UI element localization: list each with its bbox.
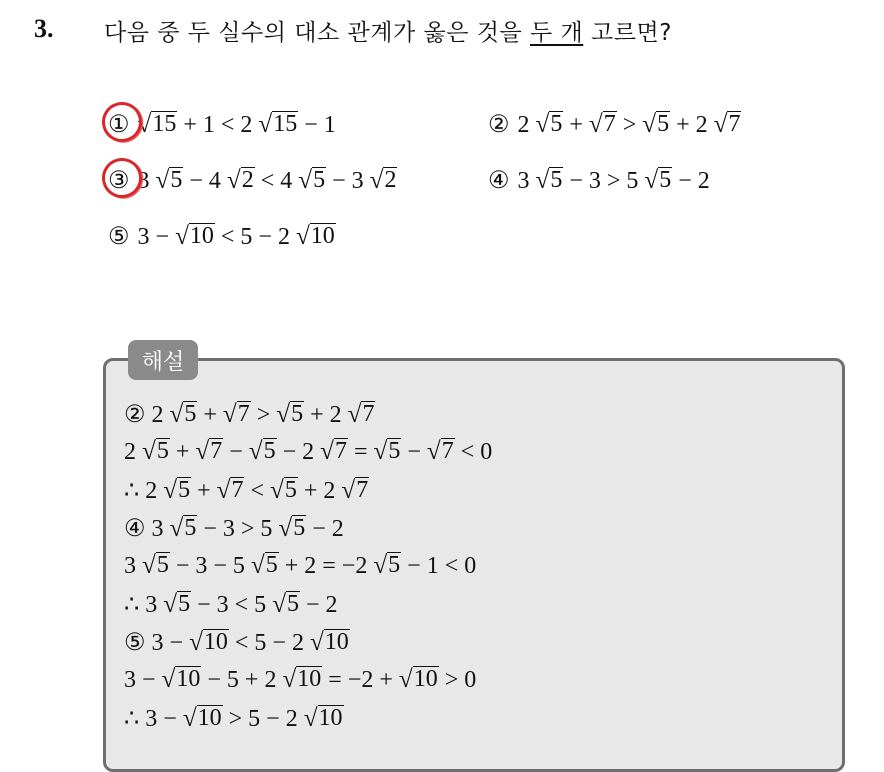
radical-sign: √ [142,552,156,579]
radicand: 2 [241,167,254,193]
math-text: + [197,402,223,428]
radical-sign: √ [250,552,265,579]
radical-sign: √ [216,477,231,504]
radicand: 5 [284,477,297,503]
math-text: − 2 [672,168,710,194]
radicand: 15 [152,111,177,137]
radicand: 10 [203,629,228,655]
radicand: 10 [176,666,201,692]
radical-sign: √ [303,705,318,732]
radicand: 7 [334,438,347,464]
radicand: 5 [291,401,304,427]
radical-sign: √ [295,223,310,250]
math-text: 3 [124,553,142,579]
sqrt-expression [589,111,617,139]
sqrt-expression [341,477,369,505]
radical-sign: √ [189,629,203,656]
radical-sign: √ [163,591,178,618]
sqrt-expression [189,629,229,657]
solution-line-5 [124,552,476,580]
radicand: 5 [659,167,672,193]
radicand: 5 [178,477,191,503]
radicand: 5 [265,552,278,578]
choice-5[interactable] [108,222,336,251]
radical-sign: √ [320,438,334,465]
math-text: > [250,402,277,428]
sqrt-expression [163,477,191,505]
sqrt-expression [163,591,191,619]
radical-sign: √ [642,111,657,138]
radicand: 5 [313,167,326,193]
math-text: ⑤ 3 − [124,630,190,656]
math-text: > [616,112,643,138]
choice-number: ② [488,112,510,138]
radical-sign: √ [535,167,550,194]
radicand: 5 [550,111,563,137]
radical-sign: √ [309,629,324,656]
math-text: > 5 − 2 [222,706,304,732]
sqrt-expression [156,167,184,195]
radicand: 7 [210,438,223,464]
radicand: 10 [297,666,322,692]
radical-sign: √ [426,438,441,465]
radicand: 5 [184,401,197,427]
solution-line-7 [124,628,350,657]
sqrt-expression [258,111,298,139]
math-text: − 3 − 5 [169,553,251,579]
math-text: 2 [517,112,536,138]
sqrt-expression [374,438,402,466]
radical-sign: √ [169,401,184,428]
math-text: − 3 [326,168,370,194]
math-text: + [191,478,217,504]
math-text: 3 [517,168,536,194]
radicand: 2 [384,167,397,193]
math-text: 2 [124,439,142,465]
sqrt-expression [162,666,202,694]
radicand: 5 [263,438,276,464]
radical-sign: √ [341,477,356,504]
math-text: − 1 < 0 [401,553,477,579]
math-text: − 5 + 2 [201,667,283,693]
math-text: + 2 [304,402,348,428]
sqrt-expression [251,552,279,580]
sqrt-expression [276,401,304,429]
radical-sign: √ [161,666,176,693]
radicand: 15 [273,111,298,137]
choice-number: ③ [108,168,130,194]
sqrt-expression [195,438,223,466]
solution-line-8 [124,666,476,694]
radicand: 5 [156,438,169,464]
radical-sign: √ [298,167,313,194]
sqrt-expression [272,591,300,619]
math-text: − 4 [183,168,227,194]
radicand: 5 [550,167,563,193]
choice-number: ④ [488,168,510,194]
math-text: − 2 [300,592,338,618]
math-text: + 2 [670,112,714,138]
math-text: − 2 [276,439,321,465]
radicand: 10 [310,223,335,249]
radicand: 5 [287,591,300,617]
radical-sign: √ [644,167,659,194]
choice-number: ⑤ [108,224,130,250]
radicand: 7 [356,477,369,503]
math-text: − 3 < 5 [191,592,273,618]
math-text: ② 2 [124,402,170,428]
math-text: < 4 [254,168,299,194]
radicand: 5 [388,438,401,464]
radical-sign: √ [182,705,197,732]
radicand: 5 [178,591,191,617]
sqrt-expression [170,401,198,429]
sqrt-expression [642,111,670,139]
radicand: 7 [441,438,454,464]
sqrt-expression [270,477,298,505]
math-text: − 3 > 5 [563,168,645,194]
radical-sign: √ [373,438,388,465]
sqrt-expression [348,401,376,429]
radicand: 10 [324,629,349,655]
sqrt-expression [536,167,564,195]
solution-line-1 [124,400,375,429]
choice-3[interactable] [108,166,397,195]
radical-sign: √ [169,515,184,542]
choice-1[interactable] [108,110,336,139]
math-text: ∴ 2 [124,478,164,504]
question-text [104,14,672,47]
radicand: 7 [231,477,244,503]
radicand: 7 [728,111,741,137]
sqrt-expression [183,705,223,733]
math-text: + [169,439,196,465]
radical-sign: √ [588,111,603,138]
radicand: 5 [184,515,197,541]
sqrt-expression [399,666,439,694]
radical-sign: √ [226,167,241,194]
radical-sign: √ [137,111,152,138]
solution-line-3 [124,476,369,505]
radicand: 10 [197,705,222,731]
math-text: − [401,439,427,465]
math-text: = −2 + [322,667,399,693]
math-text: − 3 > 5 [197,516,279,542]
sqrt-expression [427,438,455,466]
sqrt-expression [373,552,401,580]
radical-sign: √ [398,666,413,693]
radical-sign: √ [163,477,178,504]
math-text: < [244,478,271,504]
radical-sign: √ [155,167,170,194]
sqrt-expression [170,515,198,543]
sqrt-expression [714,111,742,139]
radical-sign: √ [272,591,287,618]
choice-4[interactable] [488,166,710,195]
math-text: + [563,112,589,138]
radicand: 5 [293,515,306,541]
radical-sign: √ [258,111,273,138]
math-text: − 1 [298,112,336,138]
solution-line-2 [124,438,492,466]
radicand: 5 [170,167,183,193]
radical-sign: √ [278,515,293,542]
solution-label: 해설 [128,340,198,380]
math-text: > 0 [438,667,477,693]
radical-sign: √ [175,223,189,250]
sqrt-expression [223,401,251,429]
radicand: 5 [657,111,670,137]
question-text-before: 다음 중 두 실수의 대소 관계가 옳은 것을 [104,20,530,46]
solution-line-4 [124,514,344,543]
sqrt-expression [644,167,672,195]
radical-sign: √ [373,552,388,579]
question-text-underlined: 두 개 [529,20,584,46]
sqrt-expression [320,438,348,466]
sqrt-expression [142,438,170,466]
radicand: 7 [237,401,250,427]
math-text: < 5 − 2 [214,224,296,250]
math-text: < 0 [454,439,493,465]
radical-sign: √ [142,438,156,465]
radicand: 7 [603,111,616,137]
radicand: 10 [318,705,343,731]
math-text: + 2 [297,478,342,504]
question-text-after: 고르면? [583,20,672,46]
sqrt-expression [278,515,306,543]
radical-sign: √ [222,401,237,428]
math-text: 3 − [124,667,162,693]
math-text: − [223,439,249,465]
sqrt-expression [304,705,344,733]
math-text: < 5 − 2 [228,630,310,656]
sqrt-expression [536,111,564,139]
math-text: ④ 3 [124,516,170,542]
radicand: 10 [413,666,438,692]
sqrt-expression [249,438,277,466]
math-text: 3 [137,168,156,194]
math-text: − 2 [306,516,344,542]
radical-sign: √ [535,111,550,138]
radical-sign: √ [248,438,263,465]
sqrt-expression [310,629,350,657]
solution-line-6 [124,590,338,619]
sqrt-expression [138,111,178,139]
math-text: = [347,439,374,465]
radical-sign: √ [713,111,728,138]
radical-sign: √ [282,666,297,693]
radical-sign: √ [195,438,210,465]
sqrt-expression [217,477,245,505]
radical-sign: √ [276,401,291,428]
math-text: + 2 = −2 [278,553,374,579]
math-text: 3 − [137,224,176,250]
math-text: ∴ 3 [124,592,164,618]
sqrt-expression [282,666,322,694]
sqrt-expression [296,223,336,251]
choice-2[interactable] [488,110,741,139]
radical-sign: √ [347,401,362,428]
choice-number: ① [108,112,130,138]
radical-sign: √ [369,167,384,194]
sqrt-expression [175,223,215,251]
radicand: 5 [156,552,169,578]
radicand: 5 [388,552,401,578]
radicand: 10 [189,223,214,249]
math-text: + 1 < 2 [177,112,259,138]
sqrt-expression [142,552,170,580]
radical-sign: √ [270,477,284,504]
sqrt-expression [298,167,326,195]
math-text: ∴ 3 − [124,706,183,732]
sqrt-expression [227,167,255,195]
solution-line-9 [124,704,344,733]
sqrt-expression [370,167,398,195]
question-number: 3. [34,14,54,43]
radicand: 7 [362,401,375,427]
